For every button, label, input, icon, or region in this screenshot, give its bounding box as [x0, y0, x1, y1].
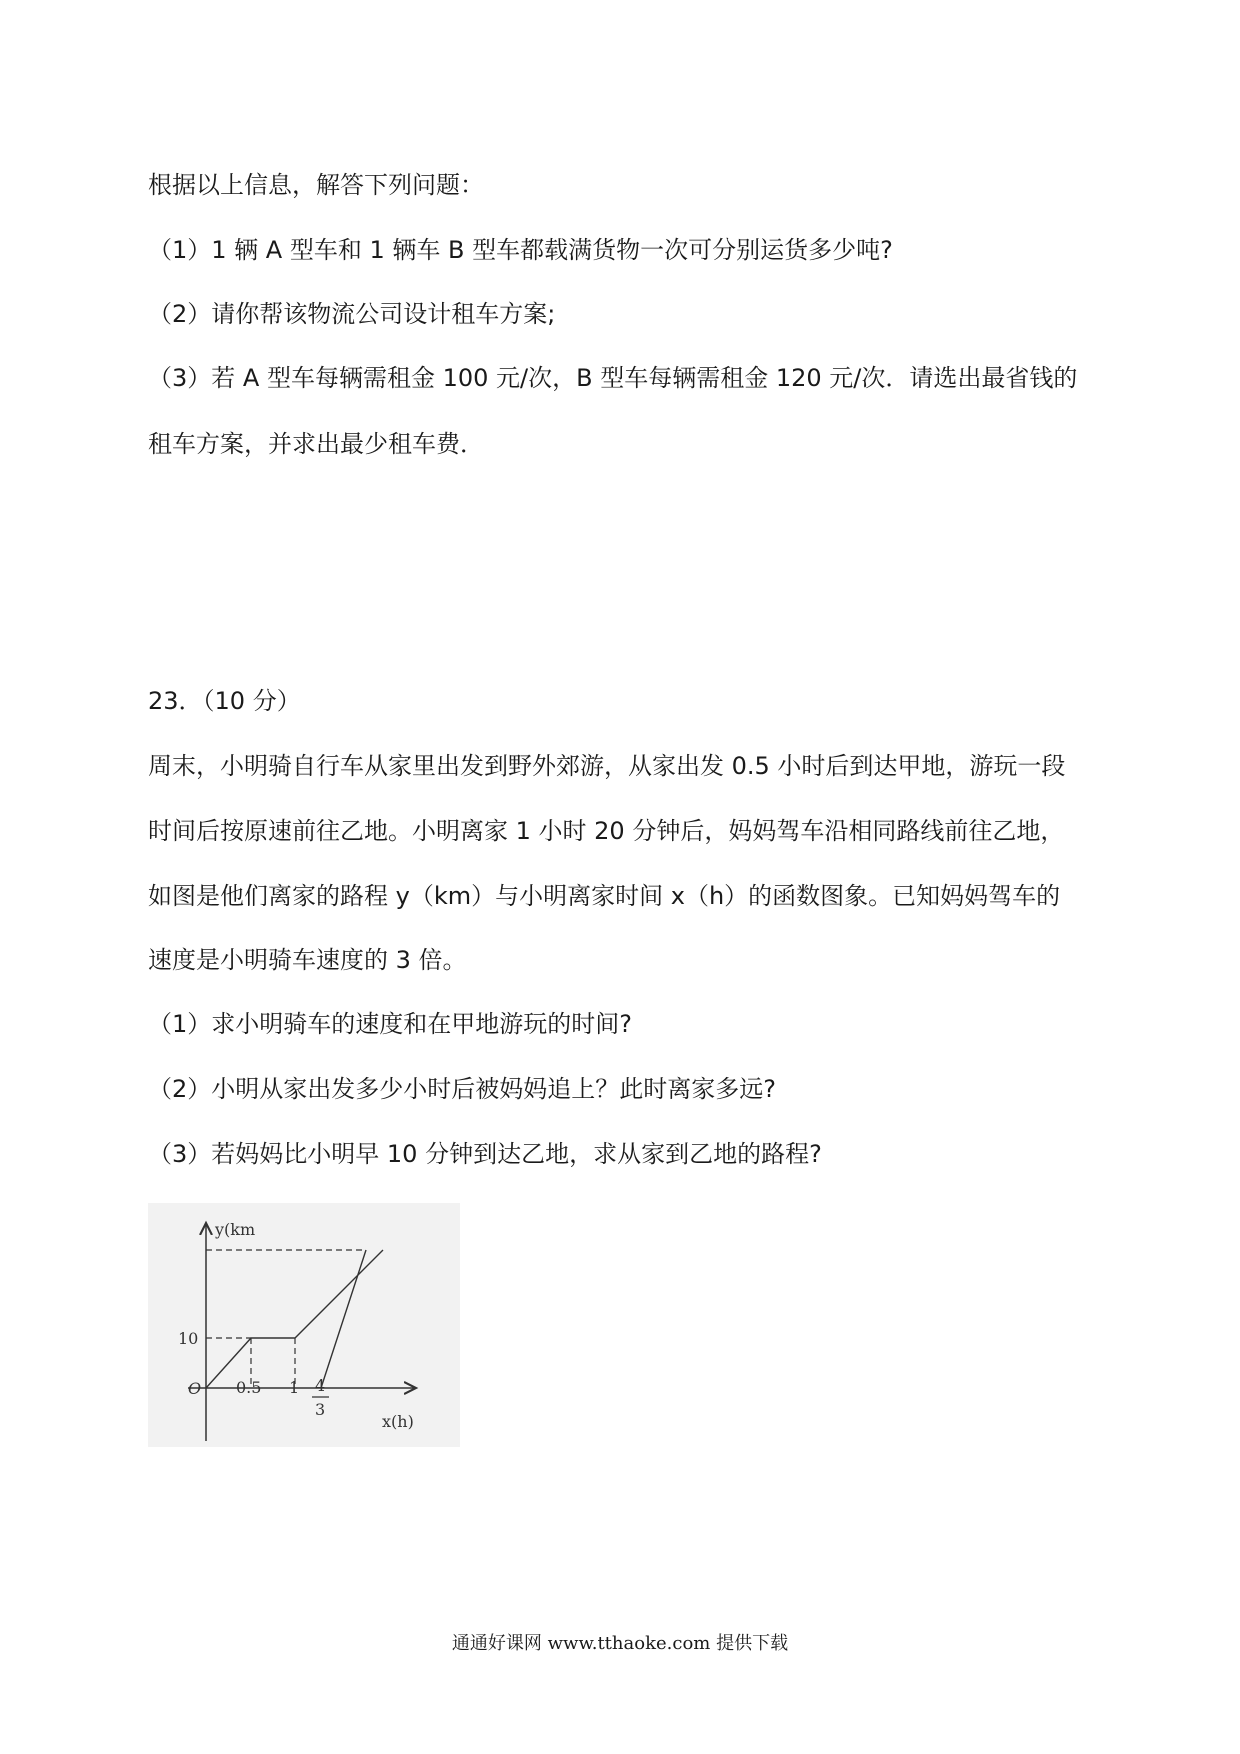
prev-intro: 根据以上信息，解答下列问题：: [148, 171, 484, 199]
problem-23-question-2: （2）小明从家出发多少小时后被妈妈追上？此时离家多远?: [148, 1075, 777, 1103]
function-graph: [148, 1203, 460, 1447]
x-tick-1: 1: [289, 1378, 300, 1397]
problem-23-question-1: （1）求小明骑车的速度和在甲地游玩的时间?: [148, 1010, 633, 1038]
problem-23-body-2: 时间后按原速前往乙地。小明离家 1 小时 20 分钟后，妈妈驾车沿相同路线前往乙地，: [148, 817, 1065, 845]
prev-question-3-cont: 租车方案，并求出最少租车费．: [148, 430, 484, 458]
problem-23-body-3: 如图是他们离家的路程 y（km）与小明离家时间 x（h）的函数图象。已知妈妈驾车的: [148, 882, 1061, 910]
xiaoming-line: [206, 1250, 383, 1388]
origin-label: O: [188, 1379, 202, 1398]
y-tick-10: 10: [178, 1329, 199, 1348]
mom-line: [321, 1250, 366, 1388]
x-tick-frac-num: 4: [315, 1376, 326, 1395]
prev-question-1: （1）1 辆 A 型车和 1 辆车 B 型车都载满货物一次可分别运货多少吨?: [148, 236, 893, 264]
y-axis-label: y(km: [215, 1220, 256, 1239]
x-tick-05: 0.5: [236, 1378, 262, 1397]
prev-question-3: （3）若 A 型车每辆需租金 100 元/次，B 型车每辆需租金 120 元/次．请选出最省钱的: [148, 364, 1078, 392]
problem-23-header: 23．（10 分）: [148, 687, 301, 715]
problem-23-body-4: 速度是小明骑车速度的 3 倍。: [148, 946, 467, 974]
footer: 通通好课网 www.tthaoke.com 提供下载: [451, 1633, 789, 1654]
x-tick-frac-den: 3: [315, 1400, 326, 1419]
prev-question-2: （2）请你帮该物流公司设计租车方案;: [148, 300, 556, 328]
problem-23-question-3: （3）若妈妈比小明早 10 分钟到达乙地，求从家到乙地的路程?: [148, 1140, 822, 1168]
problem-23-body-1: 周末，小明骑自行车从家里出发到野外郊游，从家出发 0.5 小时后到达甲地，游玩一段: [148, 752, 1066, 780]
x-axis-label: x(h): [382, 1412, 414, 1431]
